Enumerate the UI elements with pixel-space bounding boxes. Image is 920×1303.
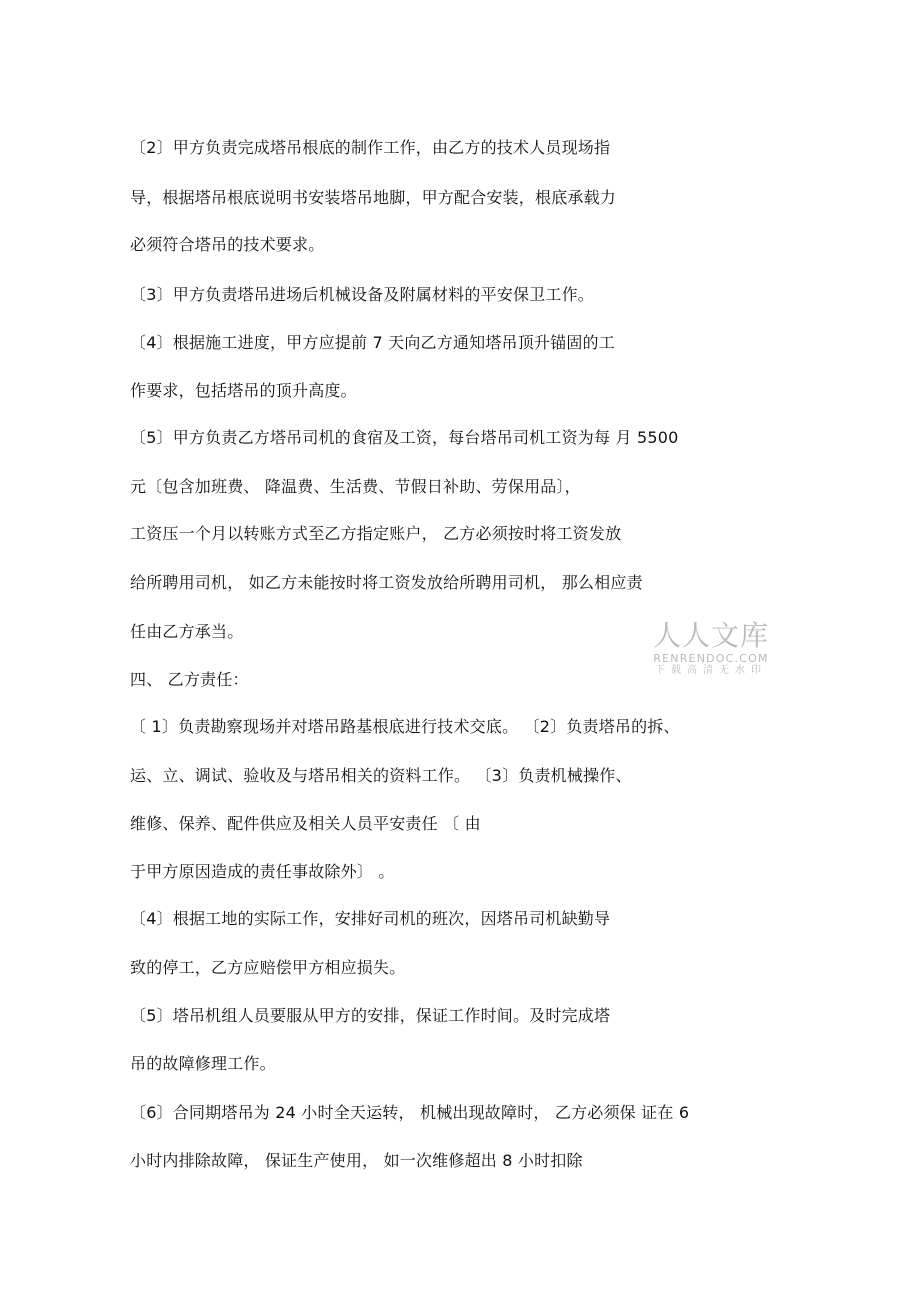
text-line: 于甲方原因造成的责任事故除外〕 。: [130, 862, 395, 881]
text-line: 〔2〕甲方负责完成塔吊根底的制作工作，由乙方的技术人员现场指: [130, 138, 611, 157]
section-heading: 四、 乙方责任：: [130, 670, 249, 689]
text-line: 作要求，包括塔吊的顶升高度。: [130, 381, 357, 400]
text-line: 吊的故障修理工作。: [130, 1054, 276, 1073]
text-line: 运、立、调试、验收及与塔吊相关的资料工作。 〔3〕负责机械操作、: [130, 766, 632, 785]
text-line: 任由乙方承当。: [130, 622, 244, 641]
text-line: 元〔包含加班费、 降温费、生活费、节假日补助、劳保用品〕，: [130, 477, 581, 496]
text-line: 〔 1〕负责勘察现场并对塔吊路基根底进行技术交底。 〔2〕负责塔吊的拆、: [130, 717, 680, 736]
text-line: 维修、保养、配件供应及相关人员平安责任 〔 由: [130, 814, 481, 833]
text-line: 〔6〕合同期塔吊为 24 小时全天运转， 机械出现故障时， 乙方必须保 证在 6: [130, 1103, 690, 1122]
text-line: 给所聘用司机， 如乙方未能按时将工资发放给所聘用司机， 那么相应责: [130, 573, 643, 592]
text-line: 工资压一个月以转账方式至乙方指定账户， 乙方必须按时将工资发放: [130, 524, 622, 543]
watermark-site: RENRENDOC.COM: [653, 652, 769, 665]
text-line: 必须符合塔吊的技术要求。: [130, 235, 325, 254]
text-line: 〔4〕根据施工进度，甲方应提前 7 天向乙方通知塔吊顶升锚固的工: [130, 333, 615, 352]
text-line: 〔5〕甲方负责乙方塔吊司机的食宿及工资，每台塔吊司机工资为每 月 5500: [130, 428, 679, 447]
text-line: 〔3〕甲方负责塔吊进场后机械设备及附属材料的平安保卫工作。: [130, 285, 594, 304]
text-line: 〔4〕根据工地的实际工作，安排好司机的班次，因塔吊司机缺勤导: [130, 909, 611, 928]
watermark-subtitle: 下载高清无水印: [655, 665, 767, 676]
watermark-title: 人人文库: [652, 619, 769, 652]
text-line: 小时内排除故障， 保证生产使用， 如一次维修超出 8 小时扣除: [130, 1151, 583, 1170]
text-line: 〔5〕塔吊机组人员要服从甲方的安排，保证工作时间。及时完成塔: [130, 1006, 611, 1025]
text-line: 导，根据塔吊根底说明书安装塔吊地脚，甲方配合安装，根底承载力: [130, 188, 617, 207]
text-line: 致的停工，乙方应赔偿甲方相应损失。: [130, 958, 406, 977]
watermark: [646, 620, 776, 677]
